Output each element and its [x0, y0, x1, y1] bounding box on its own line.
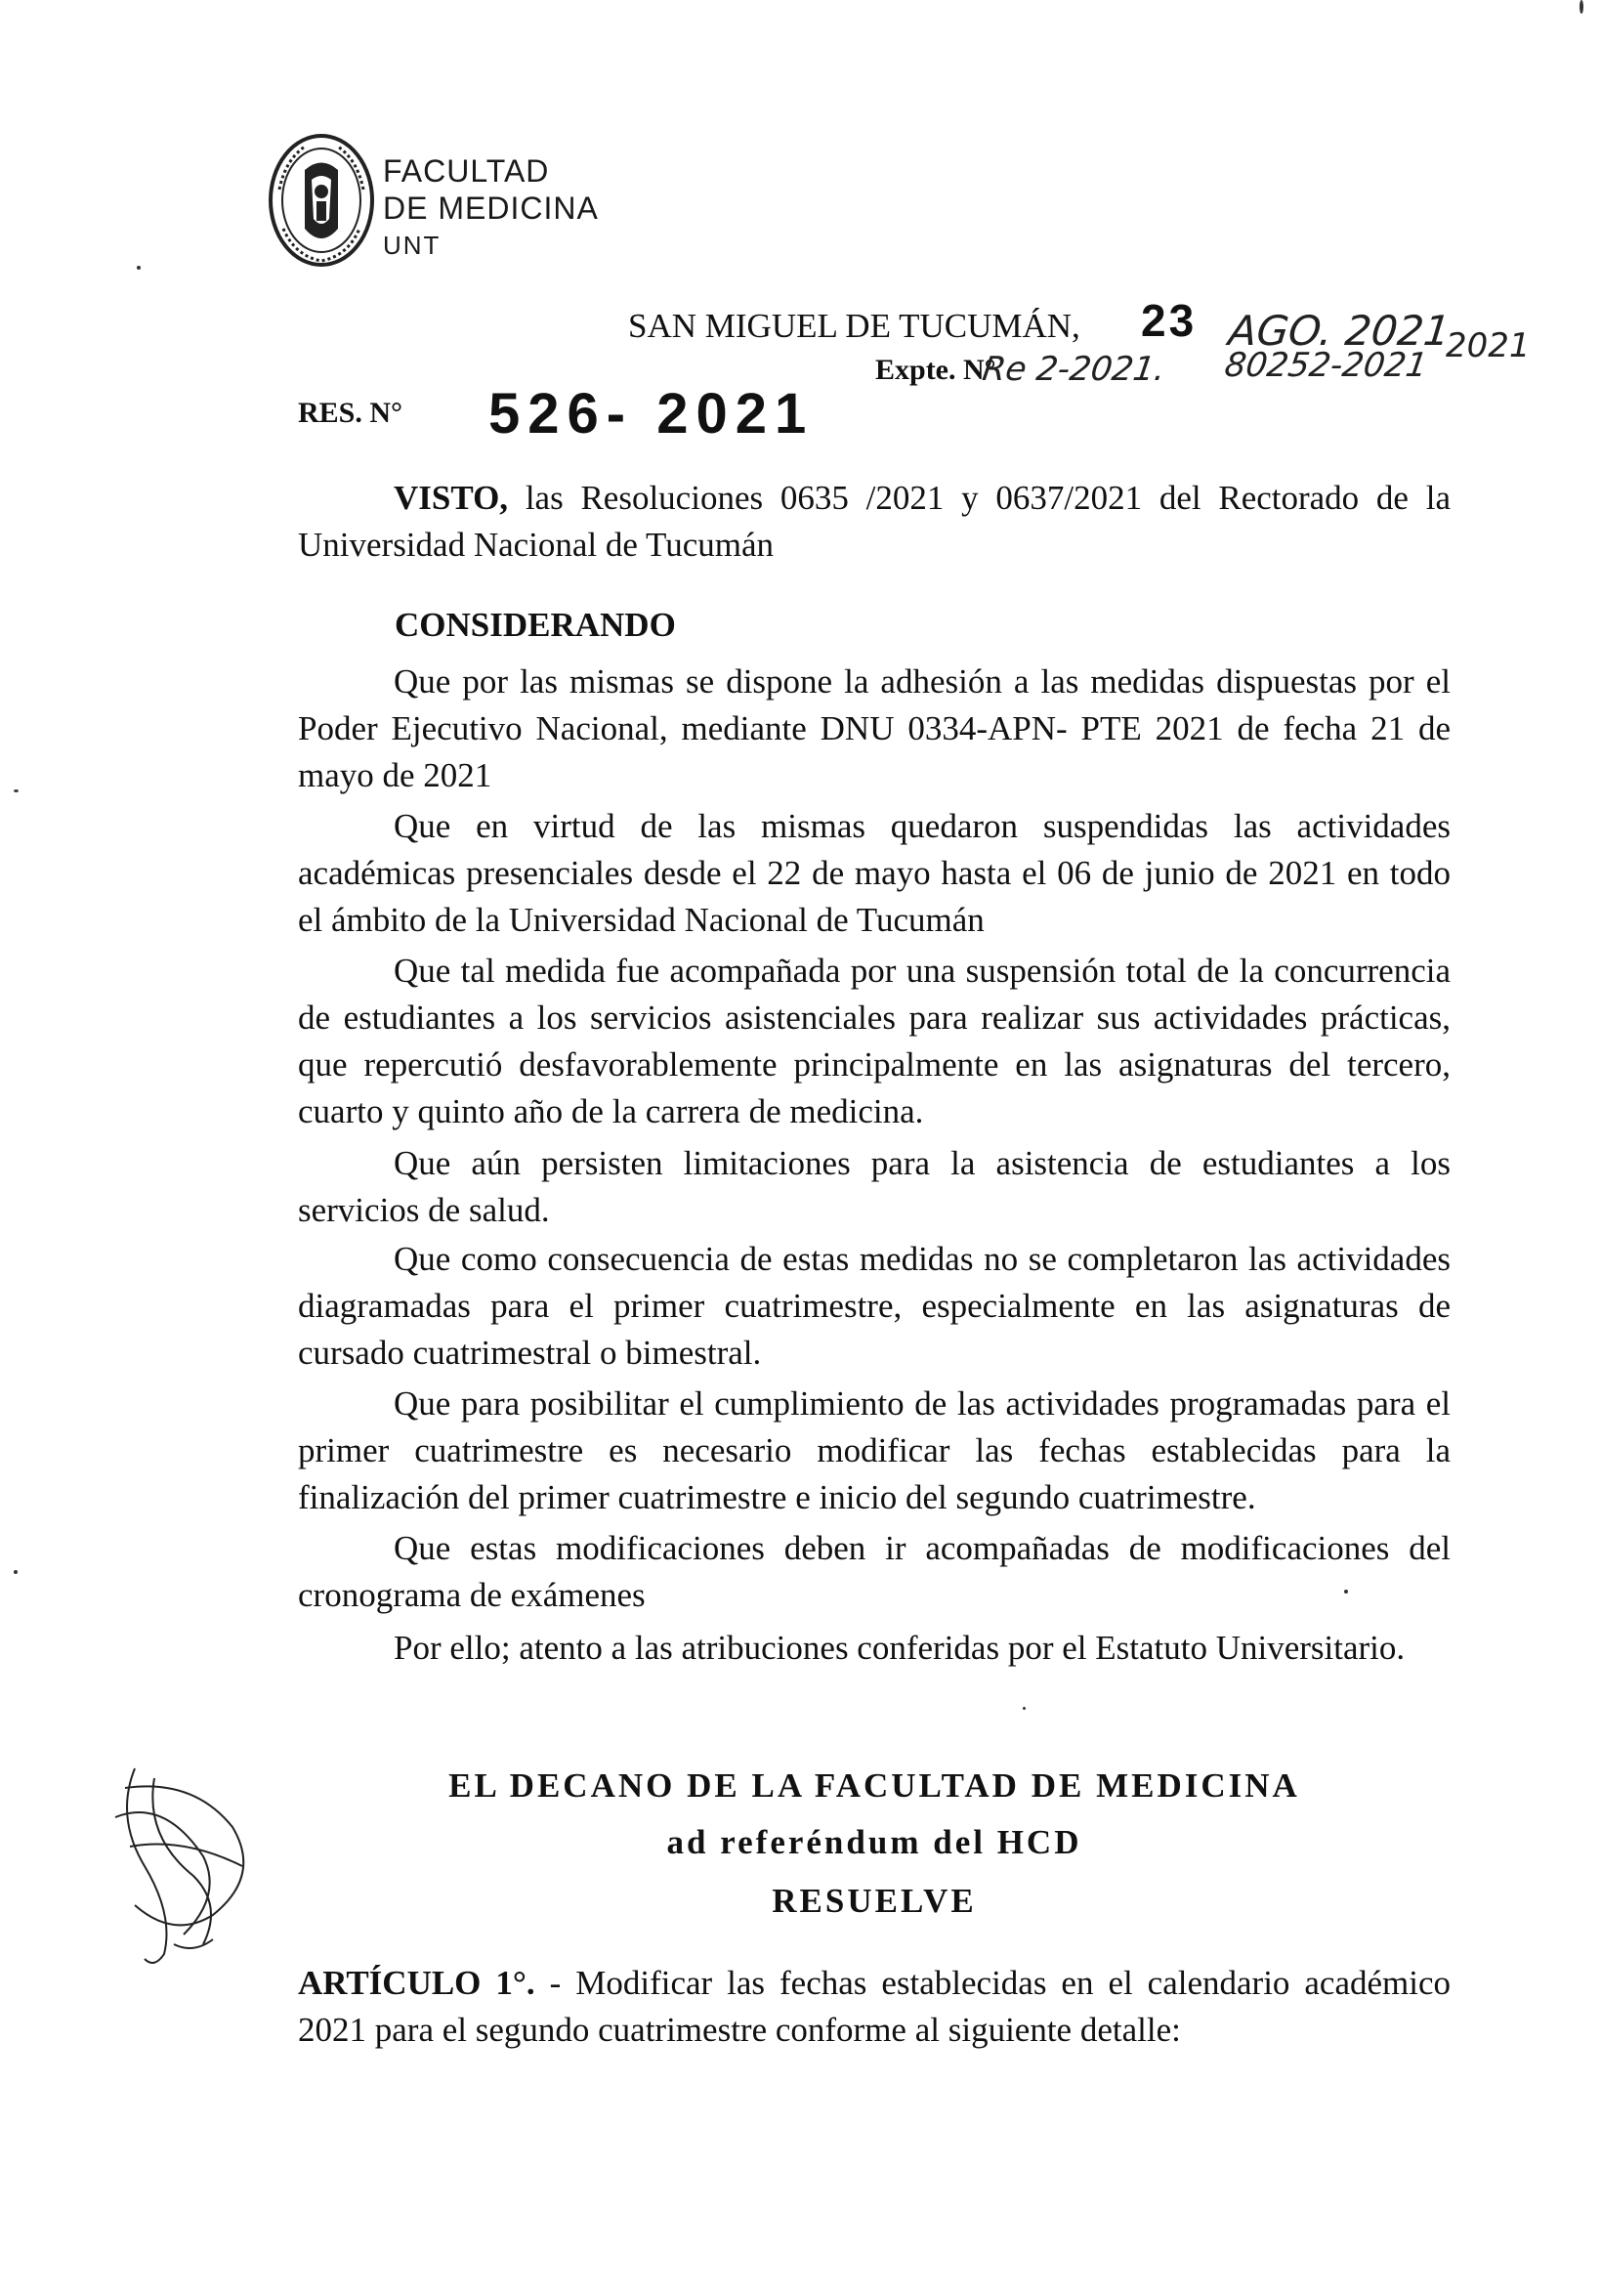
- place-label: SAN MIGUEL DE TUCUMÁN,: [628, 307, 1080, 345]
- visto-label: VISTO,: [394, 479, 509, 517]
- scan-speck: [1344, 1590, 1348, 1594]
- expediente-handwritten-2: 80252-2021: [1222, 346, 1430, 385]
- handwritten-signature-icon: [105, 1759, 262, 1974]
- considerando-paragraph: Por ello; atento a las atribuciones conferidas por el Estatuto Universitario.: [394, 1629, 1406, 1667]
- article-1-label: ARTÍCULO 1°.: [298, 1964, 535, 2002]
- handwritten-year: 2021: [1446, 326, 1531, 365]
- resolution-number: 526- 2021: [488, 382, 815, 446]
- considerando-paragraph: Que como consecuencia de estas medidas no se completaron las actividades diagramadas para el primer cuatrimestre, especialmente en las asignaturas de cursado cuatrimestral o bimestral.: [298, 1240, 1451, 1372]
- date-stamp-day: 23: [1141, 295, 1198, 346]
- resolution-label: RES. N°: [298, 397, 403, 429]
- scan-speck: [14, 1570, 18, 1574]
- considerando-paragraph: Que por las mismas se dispone la adhesión a las medidas dispuestas por el Poder Ejecutivo Nacional, mediante DNU 0334-APN- PTE 2021 de fecha 21 de mayo de 2021: [298, 662, 1451, 794]
- scan-speck: [1580, 0, 1583, 14]
- considerando-paragraph: Que en virtud de las mismas quedaron suspendidas las actividades académicas presenciales desde el 22 de mayo hasta el 06 de junio de 2021 en todo el ámbito de la Universidad Nacional de Tucumán: [298, 807, 1451, 939]
- logo-text-unt: UNT: [383, 231, 442, 260]
- expediente-handwritten-1: Re 2-2021.: [980, 350, 1168, 389]
- logo-text-medicina: DE MEDICINA: [383, 191, 599, 226]
- considerando-paragraph: Que tal medida fue acompañada por una suspensión total de la concurrencia de estudiantes a los servicios asistenciales para realizar sus actividades prácticas, que repercutió desfavorablemente principalmente en las asignaturas del tercero, cuarto y quinto año de la carrera de medicina.: [298, 952, 1451, 1130]
- university-seal-icon: [266, 131, 377, 270]
- scan-speck: [1023, 1707, 1026, 1710]
- date-stamp-month-year: AGO. 2021: [1226, 307, 1453, 355]
- considerando-heading: CONSIDERANDO: [395, 606, 676, 644]
- logo-text-facultad: FACULTAD: [383, 153, 550, 189]
- considerando-paragraph: Que estas modificaciones deben ir acompañadas de modificaciones del cronograma de exámenes: [298, 1529, 1451, 1614]
- expediente-label: Expte. N°: [875, 354, 996, 386]
- dean-heading: EL DECANO DE LA FACULTAD DE MEDICINA: [448, 1766, 1300, 1805]
- resuelve-heading: RESUELVE: [772, 1882, 977, 1920]
- hcd-heading: ad referéndum del HCD: [666, 1823, 1082, 1861]
- article-1-text: - Modificar las fechas establecidas en el calendario académico 2021 para el segundo cuatrimestre conforme al siguiente detalle:: [298, 1964, 1452, 2049]
- scan-speck: [14, 789, 19, 792]
- article-1-paragraph: [298, 1960, 1451, 2054]
- visto-text: las Resoluciones 0635 /2021 y 0637/2021 del Rectorado de la Universidad Nacional de Tucumán: [298, 479, 1451, 564]
- scan-speck: [137, 266, 141, 270]
- considerando-paragraph: Que aún persisten limitaciones para la asistencia de estudiantes a los servicios de salud.: [298, 1144, 1451, 1229]
- considerando-paragraph: Que para posibilitar el cumplimiento de las actividades programadas para el primer cuatrimestre es necesario modificar las fechas establecidas para la finalización del primer cuatrimestre e inicio del segundo cuatrimestre.: [298, 1384, 1451, 1516]
- visto-paragraph: [298, 475, 1451, 569]
